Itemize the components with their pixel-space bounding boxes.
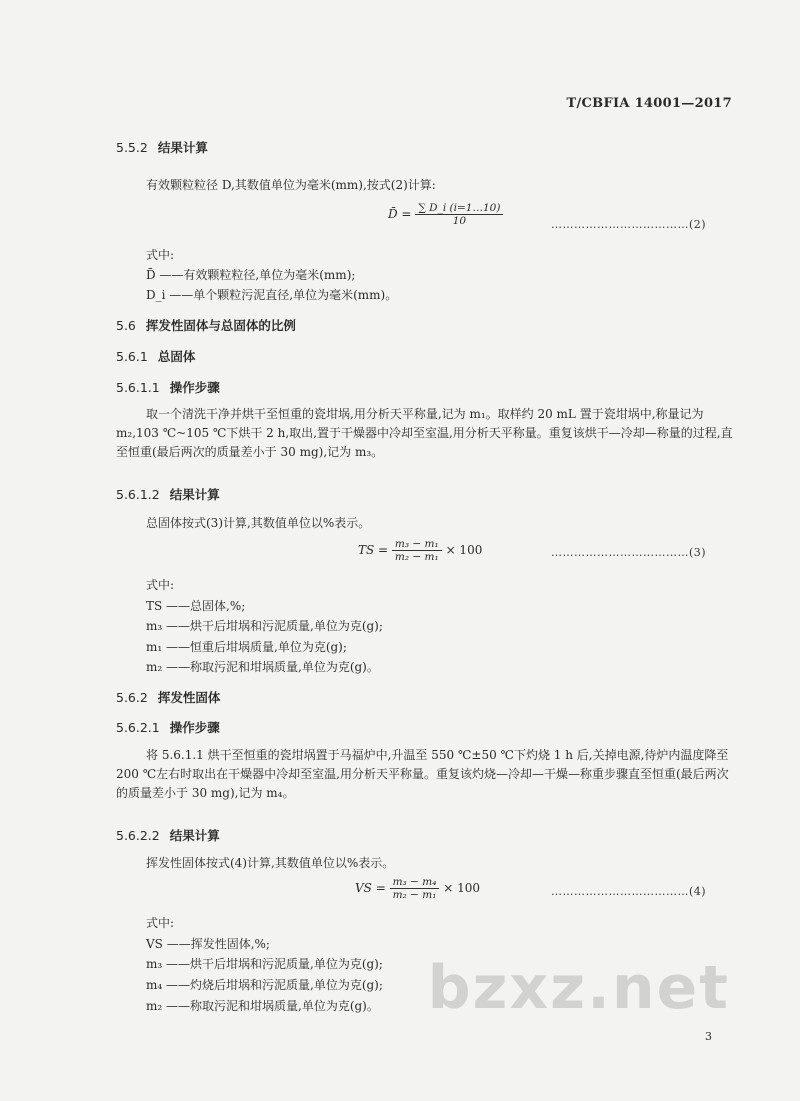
section-title: 结果计算 bbox=[157, 140, 208, 155]
definition-item: TS ——总固体,%; bbox=[146, 599, 246, 613]
section-title: 操作步骤 bbox=[169, 380, 220, 395]
formula-denominator: 10 bbox=[452, 215, 467, 227]
section-5-6-2-1-heading bbox=[116, 718, 220, 736]
paragraph: 挥发性固体按式(4)计算,其数值单位以%表示。 bbox=[146, 856, 395, 870]
where-label: 式中: bbox=[146, 916, 175, 930]
formula-numerator: m₃ − m₁ bbox=[392, 538, 442, 551]
formula-fraction bbox=[392, 538, 442, 563]
formula-tail: × 100 bbox=[445, 543, 483, 557]
section-5-6-2-heading bbox=[116, 688, 220, 706]
formula-fraction bbox=[390, 876, 440, 901]
section-5-6-1-1-heading bbox=[116, 378, 220, 396]
section-title: 结果计算 bbox=[169, 487, 220, 502]
equation-number: ………………………………(2) bbox=[551, 218, 707, 231]
section-number: 5.6 bbox=[116, 318, 136, 333]
section-number: 5.6.2 bbox=[116, 690, 148, 705]
section-5-6-1-heading bbox=[116, 347, 195, 365]
section-number: 5.6.2.2 bbox=[116, 828, 160, 843]
standard-code: T/CBFIA 14001—2017 bbox=[566, 96, 732, 111]
definition-item: D̄ ——有效颗粒粒径,单位为毫米(mm); bbox=[146, 268, 356, 282]
definition-item: m₁ ——恒重后坩埚质量,单位为克(g); bbox=[146, 640, 347, 654]
formula-lhs: D̄ = bbox=[388, 207, 412, 221]
section-number: 5.5.2 bbox=[116, 140, 148, 155]
formula-numerator: ∑ D_i (i=1…10) bbox=[415, 202, 503, 215]
section-5-6-heading bbox=[116, 316, 296, 334]
section-title: 挥发性固体 bbox=[157, 690, 221, 705]
section-title: 总固体 bbox=[157, 349, 196, 364]
where-label: 式中: bbox=[146, 578, 175, 592]
formula-2 bbox=[388, 202, 503, 227]
formula-lhs: TS = bbox=[358, 543, 389, 557]
definition-item: VS ——挥发性固体,%; bbox=[146, 937, 270, 951]
formula-numerator: m₃ − m₄ bbox=[390, 876, 440, 889]
section-title: 挥发性固体与总固体的比例 bbox=[145, 318, 296, 333]
section-title: 结果计算 bbox=[169, 828, 220, 843]
section-number: 5.6.1 bbox=[116, 349, 148, 364]
definition-item: D_i ——单个颗粒污泥直径,单位为毫米(mm)。 bbox=[146, 288, 398, 302]
equation-number: ………………………………(3) bbox=[551, 546, 707, 559]
section-5-6-2-2-heading bbox=[116, 826, 220, 844]
definition-item: m₂ ——称取污泥和坩埚质量,单位为克(g)。 bbox=[146, 999, 379, 1013]
formula-tail: × 100 bbox=[443, 881, 481, 895]
watermark: bzxz.net bbox=[427, 953, 730, 1023]
section-number: 5.6.1.2 bbox=[116, 487, 160, 502]
paragraph: 将 5.6.1.1 烘干至恒重的瓷坩埚置于马福炉中,升温至 550 ℃±50 ℃下灼烧 1 h 后,关掉电源,待炉内温度降至 200 ℃左右时取出在干燥器中冷却至室温,用分析天平称量。重复该灼烧—冷却—干燥—称重步骤直至恒重(最后两次的质量差小于 30 mg),记为 m₄。 bbox=[116, 748, 729, 800]
paragraph: 有效颗粒粒径 D,其数值单位为毫米(mm),按式(2)计算: bbox=[146, 178, 436, 192]
definition-item: m₄ ——灼烧后坩埚和污泥质量,单位为克(g); bbox=[146, 978, 383, 992]
section-number: 5.6.2.1 bbox=[116, 720, 160, 735]
paragraph: 取一个清洗干净并烘干至恒重的瓷坩埚,用分析天平称量,记为 m₁。取样约 20 mL 置于瓷坩埚中,称量记为 m₂,103 ℃~105 ℃下烘干 2 h,取出,置于干燥器中冷却至室温,用分析天平称量。重复该烘干—冷却—称量的过程,直至恒重(最后两次的质量差小于 30 mg),记为 m₃。 bbox=[116, 407, 733, 459]
section-title: 操作步骤 bbox=[169, 720, 220, 735]
formula-denominator: m₂ − m₁ bbox=[394, 551, 439, 563]
section-5-5-2-heading bbox=[116, 138, 208, 156]
definition-item: m₃ ——烘干后坩埚和污泥质量,单位为克(g); bbox=[146, 619, 383, 633]
page-number: 3 bbox=[705, 1030, 712, 1043]
equation-number: ………………………………(4) bbox=[551, 885, 707, 898]
paragraph: 总固体按式(3)计算,其数值单位以%表示。 bbox=[146, 516, 371, 530]
formula-3 bbox=[358, 538, 482, 563]
definition-item: m₃ ——烘干后坩埚和污泥质量,单位为克(g); bbox=[146, 957, 383, 971]
section-5-6-1-2-heading bbox=[116, 485, 220, 503]
formula-4 bbox=[355, 876, 480, 901]
where-label: 式中: bbox=[146, 248, 175, 262]
formula-fraction bbox=[415, 202, 503, 227]
section-number: 5.6.1.1 bbox=[116, 380, 160, 395]
formula-lhs: VS = bbox=[355, 881, 386, 895]
definition-item: m₂ ——称取污泥和坩埚质量,单位为克(g)。 bbox=[146, 660, 379, 674]
formula-denominator: m₂ − m₁ bbox=[392, 889, 437, 901]
